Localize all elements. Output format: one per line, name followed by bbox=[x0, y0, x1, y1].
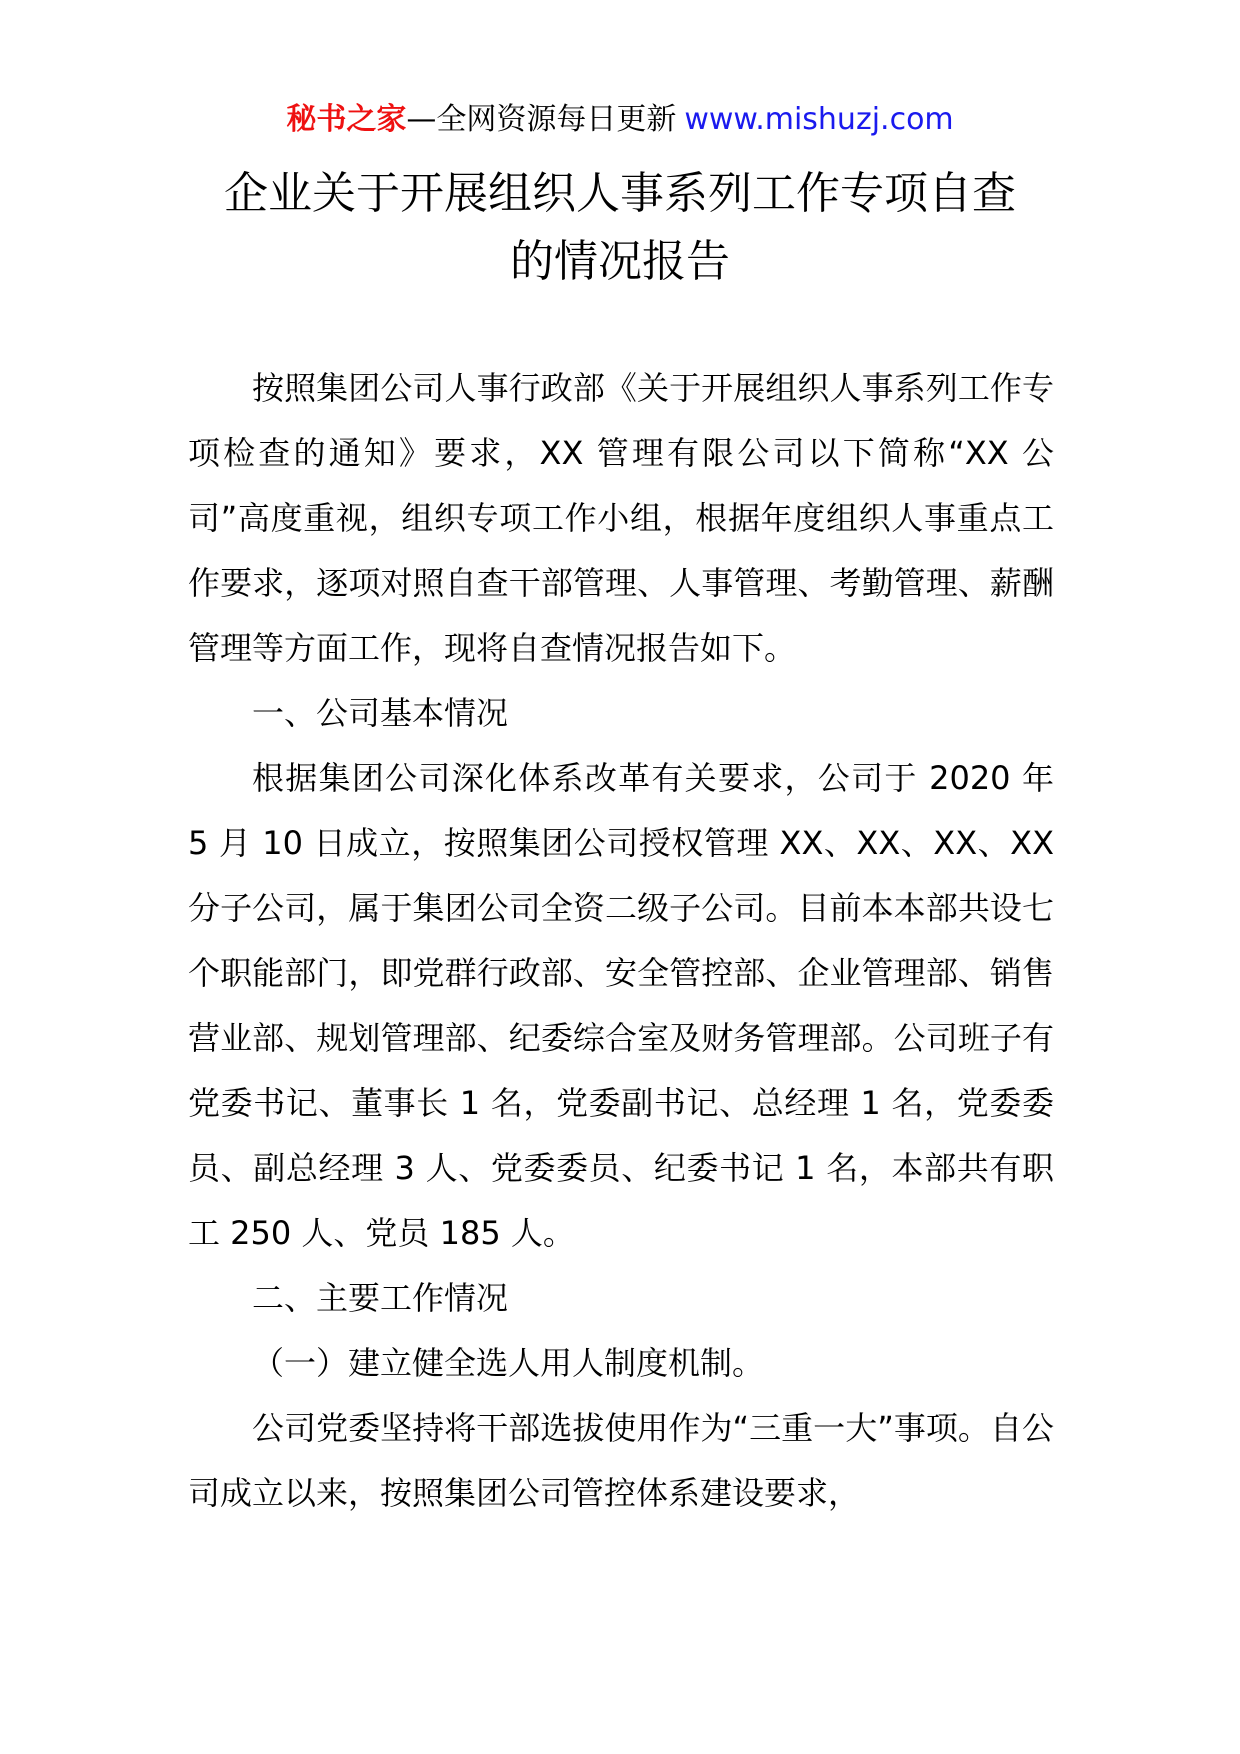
site-brand: 秘书之家 bbox=[286, 102, 407, 137]
document-body bbox=[188, 356, 1054, 1526]
site-url-link[interactable]: www.mishuzj.com bbox=[684, 102, 954, 137]
document-title bbox=[180, 160, 1060, 296]
site-header bbox=[0, 100, 1240, 140]
document-title-line-2: 的情况报告 bbox=[510, 236, 730, 287]
intro-paragraph: 按照集团公司人事行政部《关于开展组织人事系列工作专项检查的通知》要求，XX 管理有限公司以下简称“XX 公司”高度重视，组织专项工作小组，根据年度组织人事重点工作要求，逐项对照自查干部管理、人事管理、考勤管理、薪酬管理等方面工作，现将自查情况报告如下。 bbox=[188, 369, 1054, 667]
section-2-heading: 二、主要工作情况 bbox=[252, 1279, 509, 1317]
section-1-paragraph: 根据集团公司深化体系改革有关要求，公司于 2020 年 5 月 10 日成立，按照集团公司授权管理 XX、XX、XX、XX 分子公司，属于集团公司全资二级子公司。目前本本部共设七个职能部门，即党群行政部、安全管控部、企业管理部、销售营业部、规划管理部、纪委综合室及财务管理部。公司班子有党委书记、董事长 1 名，党委副书记、总经理 1 名，党委委员、副总经理 3 人、党委委员、纪委书记 1 名，本部共有职工 250 人、党员 185 人。 bbox=[188, 759, 1054, 1252]
site-tagline: —全网资源每日更新 bbox=[406, 102, 677, 137]
section-2-paragraph-1: 公司党委坚持将干部选拔使用作为“三重一大”事项。自公司成立以来，按照集团公司管控体系建设要求， bbox=[188, 1409, 1054, 1512]
section-2-subheading-1: （一）建立健全选人用人制度机制。 bbox=[252, 1344, 765, 1382]
section-1-heading: 一、公司基本情况 bbox=[252, 694, 509, 732]
document-title-line-1: 企业关于开展组织人事系列工作专项自查 bbox=[224, 168, 1016, 219]
